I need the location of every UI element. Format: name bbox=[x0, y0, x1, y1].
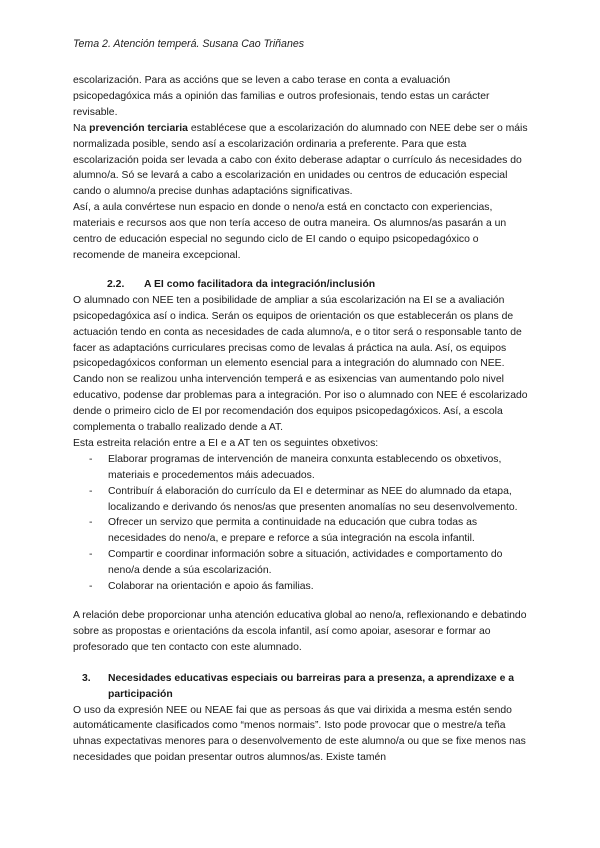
section-heading-3 bbox=[73, 671, 528, 703]
paragraph-alumnado-nee: O alumnado con NEE ten a posibilidade de ampliar a súa escolarización na EI se a avaliación psicopedagóxica así o indica. Serán os equipos de orientación os que establecerán os plans de actuación tendo en conta as necesidades de cada alumno/a, e o titor será o responsable tanto de facer as adaptacións curriculares precisas como de levalas á práctica na aula. Así, os equipos psicopedagóxicos conforman un elemento esencial para a integración do alumnado con NEE. bbox=[73, 294, 522, 370]
section-title: A EI como facilitadora da integración/inclusión bbox=[144, 278, 376, 290]
paragraph-obxetivos-intro: Esta estreita relación entre a EI e a AT ten os seguintes obxetivos: bbox=[73, 437, 379, 449]
dash-bullet: - bbox=[89, 549, 93, 561]
dash-bullet: - bbox=[89, 517, 93, 529]
paragraph-relacion: A relación debe proporcionar unha atención educativa global ao neno/a, reflexionando e debatindo sobre as propostas e orientacións da escola infantil, así como apoiar, asesorar e formar ao profesorado que ten contacto con este alumnado. bbox=[73, 610, 527, 653]
paragraph-aula: Así, a aula convértese nun espacio en donde o neno/a está en conctacto con experiencias, materiais e recursos aos que non tería acceso de outra maneira. Os alumnos/as pasarán a un centro de educación especial no segundo ciclo de EI cando o equipo psicopedagóxico o recomende de maneira excepcional. bbox=[73, 202, 507, 261]
paragraph-escolarizacion: escolarización. Para as accións que se leven a cabo terase en conta a evaluación psicopedagóxica más a opinión das familias e outros profesionais, tendo estas un carácter revisable. bbox=[73, 75, 490, 118]
list-item-text: Elaborar programas de intervención de maneira conxunta establecendo os obxetivos, materiais e procedementos máis adecuados. bbox=[108, 453, 502, 481]
list-item bbox=[89, 547, 528, 579]
list-item bbox=[89, 484, 528, 516]
terciaria-pre: Na bbox=[73, 122, 90, 134]
section-heading-2-2 bbox=[73, 277, 528, 293]
terciaria-bold-term: prevención terciaria bbox=[89, 122, 188, 134]
section-number: 3. bbox=[82, 672, 91, 684]
dash-bullet: - bbox=[89, 453, 93, 465]
paragraph-intervencion: Cando non se realizou unha intervención temperá e as esixencias van aumentando polo nivel educativo, podense dar problemas para a integración. Por iso o alumnado con NEE é escolarizado dende o primeiro ciclo de EI por recomendación dos equipos psicopedagóxicos. Así, a escola complementa o traballo realizado dende a AT. bbox=[73, 374, 528, 434]
list-item bbox=[89, 515, 528, 547]
paragraph-uso-expresion: O uso da expresión NEE ou NEAE fai que as persoas ás que vai dirixida a mesma estén sendo automáticamente clasificados como “menos normais”. Isto pode provocar que o mestre/a teña uhnas expectativas menores para o desenvolvemento de este alumno/a ou que se fixe menos nas necesidades que poidan presentar outros alumnos/as. Existe tamén bbox=[73, 704, 526, 764]
section-number: 2.2. bbox=[107, 278, 125, 290]
running-header: Tema 2. Atención temperá. Susana Cao Triñanes bbox=[73, 38, 305, 50]
terciaria-post: establécese que a escolarización do alumnado con NEE debe ser o máis normalizada posible, sendo así a escolarización ordinaria a preferente. Para que esta escolarización poida ser levada a cabo con éxito deberase adaptar o currículo ás necesidades do alumno/a. Só se levará a cabo a escolarización en unidades ou centros de educación especial cando o alumno/a precise dunhas adaptacións significativas. bbox=[73, 122, 528, 198]
objectives-list bbox=[73, 452, 528, 595]
list-item bbox=[89, 579, 528, 595]
dash-bullet: - bbox=[89, 581, 93, 593]
list-item-text: Colaborar na orientación e apoio ás familias. bbox=[108, 581, 314, 593]
document-body bbox=[73, 73, 528, 766]
dash-bullet: - bbox=[89, 485, 93, 497]
list-item-text: Contribuír á elaboración do currículo da EI e determinar as NEE do alumnado da etapa, localizando e derivando ós nenos/as que presenten anomalías no seu desenvolvemento. bbox=[108, 485, 518, 513]
list-item bbox=[89, 452, 528, 484]
section-title: Necesidades educativas especiais ou barreiras para a presenza, a aprendizaxe e a participación bbox=[108, 672, 515, 700]
list-item-text: Ofrecer un servizo que permita a continuidade na educación que cubra todas as necesidades do neno/a, e prepare e reforce a súa integración na escola infantil. bbox=[108, 517, 478, 545]
list-item-text: Compartir e coordinar información sobre a situación, actividades e comportamento do neno/a dende a súa escolarización. bbox=[108, 549, 503, 577]
paragraph-prevencion-terciaria bbox=[73, 121, 528, 201]
